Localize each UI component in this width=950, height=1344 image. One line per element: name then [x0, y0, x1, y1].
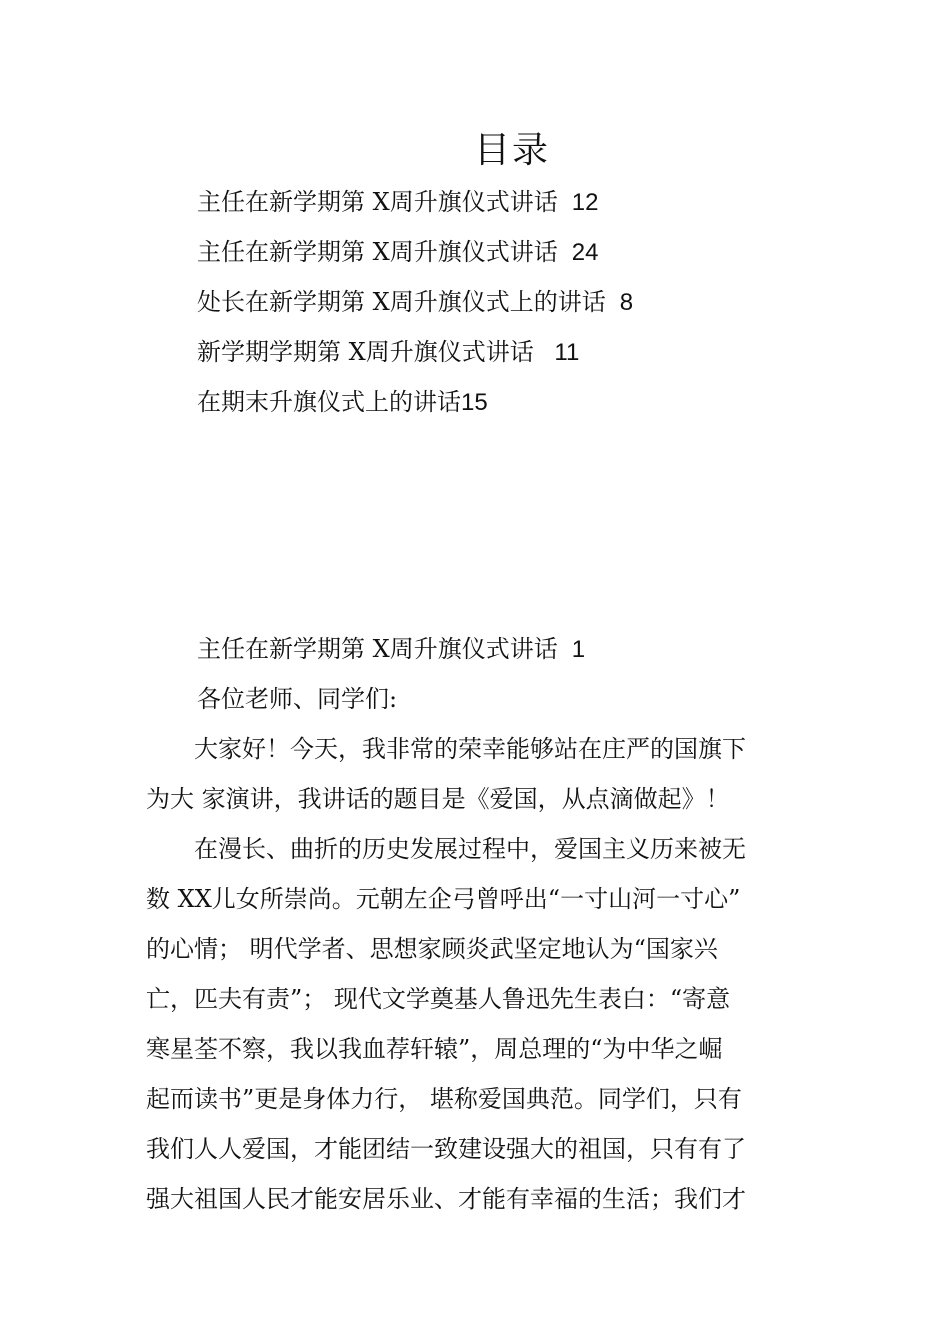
section-heading [197, 624, 585, 675]
paragraph-line: 为大 家演讲，我讲话的题目是《爱国，从点滴做起》！ [146, 785, 730, 813]
toc-entry-page: 15 [461, 389, 488, 416]
toc-entry-page: 24 [571, 239, 599, 266]
toc-title: 目录 [473, 130, 550, 171]
toc-entry[interactable] [197, 277, 633, 327]
paragraph-line: 大家好！今天，我非常的荣幸能够站在庄严的国旗下 [146, 735, 746, 763]
speech-paragraph [146, 824, 808, 1224]
toc-entry-label: 主任在新学期第 X周升旗仪式讲话 [197, 238, 558, 266]
toc-entry-page: 8 [619, 289, 634, 316]
toc-entry-page: 12 [571, 189, 599, 216]
toc-entry[interactable] [197, 377, 633, 427]
speech-paragraph [146, 724, 808, 824]
toc-entry-page: 11 [547, 339, 580, 366]
section-heading-text: 主任在新学期第 X周升旗仪式讲话 [197, 635, 558, 663]
paragraph-line: 强大祖国人民才能安居乐业、才能有幸福的生活；我们才 [146, 1185, 746, 1213]
toc-entry[interactable] [197, 327, 633, 377]
toc-entry[interactable] [197, 177, 633, 227]
paragraph-line: 数 XX儿女所崇尚。元朝左企弓曾呼出“一寸山河一寸心” [146, 885, 741, 913]
paragraph-line: 我们人人爱国，才能团结一致建设强大的祖国，只有有了 [146, 1135, 746, 1163]
paragraph-line: 在漫长、曲折的历史发展过程中，爱国主义历来被无 [146, 835, 746, 863]
toc-entry-label: 处长在新学期第 X周升旗仪式上的讲话 [197, 288, 606, 316]
paragraph-line: 亡，匹夫有责”； 现代文学奠基人鲁迅先生表白：“寄意 [146, 985, 731, 1013]
toc-entry-label: 主任在新学期第 X周升旗仪式讲话 [197, 188, 558, 216]
table-of-contents [197, 177, 633, 427]
paragraph-line: 的心情； 明代学者、思想家顾炎武坚定地认为“国家兴 [146, 935, 718, 963]
paragraph-line: 寒星荃不察，我以我血荐轩辕”，周总理的“为中华之崛 [146, 1035, 723, 1063]
paragraph-line: 起而读书”更是身体力行， 堪称爱国典范。同学们，只有 [146, 1085, 742, 1113]
toc-entry-label: 在期末升旗仪式上的讲话 [197, 388, 461, 416]
section-heading-number: 1 [571, 636, 586, 663]
speech-greeting: 各位老师、同学们: [197, 685, 398, 713]
toc-entry[interactable] [197, 227, 633, 277]
toc-entry-label: 新学期学期第 X周升旗仪式讲话 [197, 338, 534, 366]
